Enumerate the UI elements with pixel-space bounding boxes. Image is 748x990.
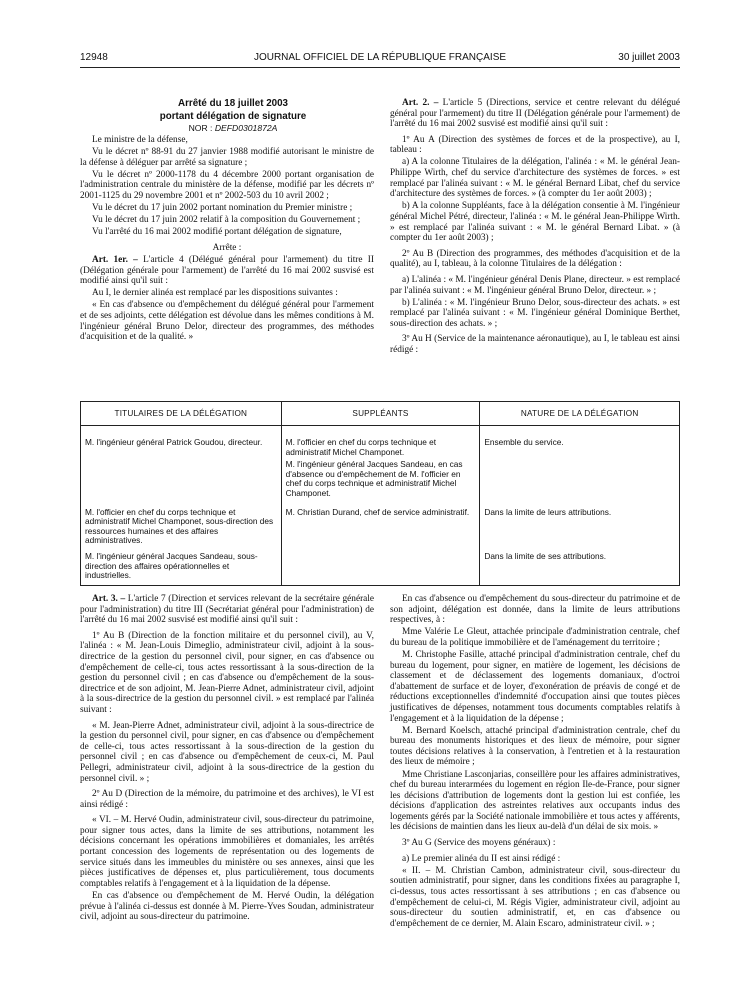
preamble-line: Vu le décret du 17 juin 2002 portant nomination du Premier ministre ;	[92, 203, 353, 214]
article-1-para: « En cas d'absence ou d'empêchement du délégué général pour l'armement et de ses adjoints, cette délégation est dévolue dans les mêmes conditions à M. l'ingénieur général Bruno Delor, directeur des programmes, des méthodes d'acquisition et de la qualité. »	[80, 300, 374, 343]
article-3-para: M. Bernard Koelsch, attaché principal d'administration centrale, chef du bureau des monuments historiques et des lieux de mémoire, pour signer toutes décisions relatives à la conservation, à l'entretien et à la restauration des lieux de mémoire ;	[390, 725, 680, 768]
suppleant-entry: M. l'ingénieur général Jacques Sandeau, en cas d'absence ou d'empêchement de M. l'officier en chef du corps technique et administratif Michel Champonet.	[285, 459, 463, 498]
article-2-para: a) L'alinéa : « M. l'ingénieur général Denis Plane, directeur. » est remplacé par l'alinéa suivant : « M. l'ingénieur général Bruno Delor, directeur. » ;	[390, 274, 680, 296]
preamble-line: Vu l'arrêté du 16 mai 2002 modifié portant délégation de signature,	[92, 227, 342, 238]
article-3-para: En cas d'absence ou d'empêchement du sous-directeur du patrimoine et de son adjoint, délégation est donnée, dans la limite de leurs attributions respectives, à :	[390, 594, 680, 626]
nor-reference	[80, 123, 374, 134]
article-3-text: L'article 7 (Direction et services relevant de la secrétaire générale pour l'administration) du titre III (Secrétariat général pour l'administration) de l'arrêté du 16 mai 2002 susvisé est modifié ainsi qu'il suit :	[80, 594, 375, 626]
article-3	[80, 594, 374, 626]
titulaire-cell: M. l'officier en chef du corps technique et administratif Michel Champonet, sous-direction des ressources humaines et des affaires administratives.	[81, 506, 282, 550]
suppleant-entry: M. Christian Durand, chef de service administratif.	[285, 506, 470, 517]
nor-code: DEFD0301872A	[214, 123, 278, 133]
table-header-row	[81, 402, 680, 426]
article-2-para: b) L'alinéa : « M. l'ingénieur Bruno Delor, sous-directeur des achats. » est remplacé par l'alinéa suivant : « M. l'ingénieur général Dominique Berthet, sous-direction des achats. » ;	[390, 297, 680, 329]
article-1-text: L'article 4 (Délégué général pour l'armement) du titre II (Délégation générale pour l'armement) de l'arrêté du 16 mai 2002 susvisé est modifié ainsi qu'il suit :	[80, 255, 374, 287]
article-1-para: Au I, le dernier alinéa est remplacé par les dispositions suivantes :	[92, 288, 338, 299]
suppleants-cell	[281, 550, 480, 585]
nature-cell: Ensemble du service.	[480, 426, 680, 506]
article-2-text: L'article 5 (Directions, service et centre relevant du délégué général pour l'armement) du titre II (Délégation générale pour l'armement) de l'arrêté du 16 mai 2002 susvisé est modifié ainsi qu'il suit :	[390, 98, 680, 130]
preamble-line: Vu le décret nº 2000-1178 du 4 décembre 2000 portant organisation de l'administration centrale du ministère de la défense, modifié par les décrets nº 2001-1125 du 29 novembre 2001 et nº 2002-503 du 10 avril 2002 ;	[80, 169, 374, 202]
delegation-table	[80, 401, 680, 586]
article-3-para: Mme Valérie Le Gleut, attachée principale d'administration centrale, chef du bureau de la politique immobilière et de l'aménagement du territoire ;	[390, 627, 680, 648]
nature-cell: Dans la limite de leurs attributions.	[480, 506, 680, 550]
header-rule	[80, 67, 680, 68]
article-3-para: a) Le premier alinéa du II est ainsi rédigé :	[402, 853, 561, 864]
article-2-para: b) A la colonne Suppléants, face à la délégation consentie à M. l'ingénieur général Michel Pétré, directeur, l'alinéa : « M. le général Jean-Philippe Wirth. » est remplacé par l'alinéa suivant : « M. le général Bernard Libat. » (à compter du 1er août 2003) ;	[390, 201, 680, 244]
issue-date: 30 juillet 2003	[618, 52, 680, 63]
decree-title: Arrêté du 18 juillet 2003	[178, 98, 288, 109]
article-2-para: a) A la colonne Titulaires de la délégation, l'alinéa : « M. le général Jean-Philippe Wirth, chef du service d'architecture des systèmes de forces. » est remplacé par l'alinéa suivant : « M. le général Bernard Libat, chef du service d'architecture des systèmes de forces. » (à compter du 1er août 2003) ;	[390, 157, 680, 200]
article-2-para: 2º Au B (Direction des programmes, des méthodes d'acquisition et de la qualité), au I, tableau, à la colonne Titulaires de la délégation :	[390, 248, 680, 270]
article-1-label: Art. 1er. –	[92, 255, 138, 266]
column-header: SUPPLÉANTS	[281, 402, 480, 426]
suppleants-cell	[281, 506, 480, 550]
preamble-line: Le ministre de la défense,	[92, 135, 188, 146]
lower-right-column	[390, 594, 680, 931]
decree-subtitle: portant délégation de signature	[159, 110, 307, 122]
lower-left-column	[80, 594, 374, 924]
page-number: 12948	[80, 52, 108, 63]
upper-left-column	[80, 98, 374, 344]
upper-right-column	[390, 98, 680, 357]
article-2-para: 1º Au A (Direction des systèmes de forces et de la prospective), au I, tableau :	[390, 134, 680, 156]
preamble-line: Vu le décret nº 88-91 du 27 janvier 1988 modifié autorisant le ministre de la défense à déléguer par arrêté sa signature ;	[80, 147, 374, 168]
article-2-label: Art. 2. –	[402, 98, 439, 108]
article-3-para: En cas d'absence ou d'empêchement de M. Hervé Oudin, la délégation prévue à l'alinéa ci-dessus est donnée à M. Pierre-Yves Soudan, administrateur civil, adjoint au sous-directeur du patrimoine.	[80, 890, 374, 923]
article-3-para: « VI. – M. Hervé Oudin, administrateur civil, sous-directeur du patrimoine, pour signer tous actes, dans la limite de ses attributions, notamment les décisions concernant les opérations immobilières et domaniales, les arrêtés portant concession des logements de représentation ou des logements de service situés dans les immeubles du ministère ou ses annexes, ainsi que les pièces justificatives de dépenses et, plus particulièrement, tous documents comptables relatifs à l'engagement et à la liquidation de la dépense.	[80, 815, 374, 889]
suppleant-entry: M. l'officier en chef du corps technique et administratif Michel Champonet.	[285, 437, 437, 457]
article-3-label: Art. 3. –	[92, 594, 126, 604]
nor-label: NOR :	[188, 123, 213, 133]
article-3-para: 1º Au B (Direction de la fonction militaire et du personnel civil), au V, l'alinéa : « M. Jean-Louis Dimeglio, administrateur civil, adjoint à la sous-directrice de la gestion du personnel civil, pour signer, en cas d'absence ou d'empêchement de celle-ci, tous actes ressortissant à la sous-direction de la gestion du personnel civil ; en cas d'absence ou d'empêchement de la sous-directrice et de son adjoint, M. Jean-Pierre Adnet, administrateur civil, adjoint à la sous-directrice de la gestion du personnel civil. » est remplacé par l'alinéa suivant :	[80, 630, 374, 715]
table-row	[81, 426, 680, 506]
page-header	[80, 52, 680, 66]
article-3-para: « M. Jean-Pierre Adnet, administrateur civil, adjoint à la sous-directrice de la gestion du personnel civil, pour signer, en cas d'absence ou d'empêchement de celle-ci, tous actes ressortissant à la sous-direction de la gestion du personnel civil ; en cas d'absence ou d'empêchement de ceux-ci, M. Paul Pellegri, administrateur civil, adjoint à la sous-directrice de la gestion du personnel civil. » ;	[80, 720, 374, 784]
table-row	[81, 506, 680, 550]
suppleants-cell	[281, 426, 480, 506]
arrete-heading: Arrête :	[212, 242, 242, 253]
preamble-line: Vu le décret du 17 juin 2002 relatif à la composition du Gouvernement ;	[92, 215, 361, 226]
titulaire-cell: M. l'ingénieur général Jacques Sandeau, sous-direction des affaires opérationnelles et industrielles.	[81, 550, 282, 585]
article-1	[80, 255, 374, 287]
article-3-para: 2º Au D (Direction de la mémoire, du patrimoine et des archives), le VI est ainsi rédigé :	[80, 789, 374, 810]
article-3-para: « II. – M. Christian Cambon, administrateur civil, sous-directeur du soutien administratif, pour signer, dans les conditions fixées au paragraphe I, ci-dessus, tous actes ressortissant à ses attributions ; en cas d'absence ou d'empêchement de celui-ci, M. Régis Vigier, administrateur civil, adjoint au sous-directeur du soutien administratif, et, en cas d'absence ou d'empêchement de ce dernier, M. Alain Escaro, administrateur civil. » ;	[390, 865, 680, 929]
article-3-para: 3º Au G (Service des moyens généraux) :	[402, 838, 556, 849]
column-header: NATURE DE LA DÉLÉGATION	[480, 402, 680, 426]
column-header: TITULAIRES DE LA DÉLÉGATION	[81, 402, 282, 426]
nature-cell: Dans la limite de ses attributions.	[480, 550, 680, 585]
article-2-para: 3º Au H (Service de la maintenance aéronautique), au I, le tableau est ainsi rédigé :	[390, 334, 680, 355]
article-3-para: M. Christophe Fasille, attaché principal d'administration centrale, chef du bureau du logement, pour signer, en matière de logement, les décisions de classement et de déclassement des logements domaniaux, d'octroi d'abattement de surface et de loyer, d'exonération de préavis de congé et de réductions exceptionnelles d'indemnité d'occupation ainsi que toutes pièces justificatives de dépenses, notamment tous documents comptables relatifs à l'engagement et à la liquidation de la dépense ;	[390, 649, 680, 724]
titulaire-cell: M. l'ingénieur général Patrick Goudou, directeur.	[81, 426, 282, 506]
article-2	[390, 98, 680, 130]
table-row	[81, 550, 680, 585]
journal-title: JOURNAL OFFICIEL DE LA RÉPUBLIQUE FRANÇAISE	[253, 52, 507, 63]
article-3-para: Mme Christiane Lasconjarias, conseillère pour les affaires administratives, chef du bureau interarmées du logement en région Ile-de-France, pour signer les décisions d'attribution de logements dont la gestion lui est confiée, les décisions d'application des astreintes relatives aux occupants indus des logements gérés par la Société nationale immobilière et tous actes y afférents, les décisions de maintien dans les lieux au-delà d'un délai de six mois. »	[390, 769, 680, 833]
